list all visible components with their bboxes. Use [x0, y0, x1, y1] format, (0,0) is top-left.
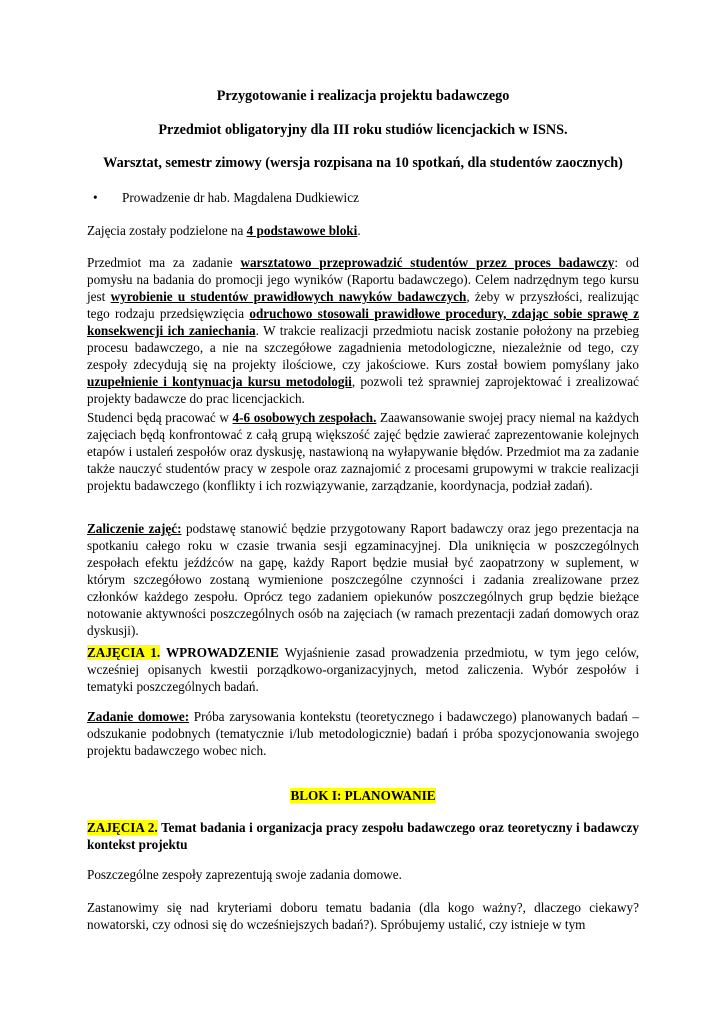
p1-emph-2: wyrobienie u studentów prawidłowych nawyków badawczych: [110, 289, 467, 304]
session-2-title: Temat badania i organizacja pracy zespołu badawczego oraz teoretyczny i badawczy kontekst projektu: [87, 820, 640, 852]
session-2-presentations: Poszczególne zespoły zaprezentują swoje zadania domowe.: [87, 867, 402, 882]
session-1-text: Wyjaśnienie zasad prowadzenia przedmiotu, w tym jego celów, wcześniej opisanych kwestii porządkowo-organizacyjnych, metod zaliczenia. Wybór zespołów i tematyki poszczególnych badań.: [87, 645, 639, 694]
intro-emphasis: 4 podstawowe bloki: [246, 223, 358, 238]
p1-i: , pozwoli też sprawniej zaprojektować i zrealizować projekty badawcze do prac licencjackich.: [87, 374, 639, 406]
homework-1-text: Próba zarysowania kontekstu (teoretycznego i badawczego) planowanych badań – odszukanie podobnych (tematycznie i/lub metodologicznie) badań i próba spozycjonowania swojego projektu badawczego wobec nich.: [87, 709, 639, 758]
p1-c: : od pomysłu na badania do promocji jego wyników (Raportu badawczego). Celem nadrzędnym tego kursu jest: [87, 255, 639, 304]
p1-emph-3: odruchowo stosowali prawidłowe procedury, zdając sobie sprawę z konsekwencji ich zaniechania: [87, 306, 639, 338]
intro-paragraph: [87, 222, 639, 239]
p1-emph-1: warsztatowo przeprowadzić studentów przez proces badawczy: [240, 255, 615, 270]
p1-g: . W trakcie realizacji przedmiotu nacisk zostanie położony na przebieg procesu badawczego, a nie na szczegółowe zagadnienia metodologiczne, niezależnie od tego, czy zespoły zdecydują się na projekty ilościowe, czy jakościowe. Kurs został bowiem pomyślany jako: [87, 323, 639, 372]
p1-a: Przedmiot ma za zadanie: [87, 255, 241, 270]
course-subtitle: Przedmiot obligatoryjny dla III roku studiów licencjackich w ISNS.: [158, 122, 568, 138]
bullet-marker: •: [93, 190, 98, 205]
p2-c: Zaawansowanie swojej pracy niemal na każdych zajęciach będą konfrontować z całą grupą większość zajęć będzie zawierać zaprezentowanie kolejnych etapów i ustaleń zespołów oraz dyskusję, nastawioną na wyłapywanie błędów. Przedmiot ma za zadanie także nauczyć studentów pracy w zespole oraz zaznajomić z procesami grupowymi w trakcie realizacji projektu badawczego (konflikty i ich rozwiązywanie, zarządzanie, koordynacja, podział zadań).: [87, 410, 639, 493]
session-2-label: ZAJĘCIA 2.: [87, 820, 158, 835]
session-1-title: WPROWADZENIE: [160, 645, 279, 660]
p2-emph: 4-6 osobowych zespołach.: [232, 410, 377, 425]
session-2-topic-criteria: Zastanowimy się nad kryteriami doboru tematu badania (dla kogo ważny?, dlaczego ciekawy? nowatorski, czy odnosi się do wcześniejszych badań?). Spróbujemy ustalić, czy istnieje w tym: [87, 900, 639, 932]
document-title: Przygotowanie i realizacja projektu badawczego: [216, 88, 510, 104]
homework-1: [87, 708, 639, 759]
p1-emph-4: uzupełnienie i kontynuacja kursu metodologii: [87, 374, 352, 389]
intro-end: .: [357, 223, 361, 238]
intro-text: Zajęcia zostały podzielone na: [87, 223, 247, 238]
course-goal-paragraph: [87, 254, 639, 407]
workshop-subtitle: Warsztat, semestr zimowy (wersja rozpisana na 10 spotkań, dla studentów zaocznych): [103, 155, 623, 171]
teams-paragraph: [87, 409, 639, 494]
block-1-heading: [87, 787, 639, 804]
session-1-label: ZAJĘCIA 1.: [87, 645, 161, 660]
grading-paragraph: [87, 520, 639, 639]
homework-1-label: Zadanie domowe:: [87, 709, 190, 724]
p2-a: Studenci będą pracować w: [87, 410, 233, 425]
session-1: [87, 644, 639, 695]
grading-label: Zaliczenie zajęć:: [87, 521, 182, 536]
instructor-line: Prowadzenie dr hab. Magdalena Dudkiewicz: [122, 190, 359, 205]
grading-text: podstawę stanowić będzie przygotowany Raport badawczy oraz jego prezentacja na spotkaniu całego roku w czasie trwania sesji egzaminacyjnej. Dla uniknięcia w poszczególnych zespołach efektu jeźdźców na gapę, każdy Raport będzie musiał być zaopatrzony w suplement, w którym szczegółowo zostaną wymienione poszczególne czynności i zadania zrealizowane przez członków każdego zespołu. Oprócz tego zadaniem opiekunów poszczególnych grup będzie bieżące notowanie aktywności poszczególnych osób na zajęciach (w ramach prezentacji zadań domowych oraz dyskusji).: [87, 521, 639, 638]
p1-e: , żeby w przyszłości, realizując tego rodzaju przedsięwzięcia: [87, 289, 639, 321]
session-2: [87, 819, 639, 853]
block-1-label: BLOK I: PLANOWANIE: [290, 788, 436, 803]
